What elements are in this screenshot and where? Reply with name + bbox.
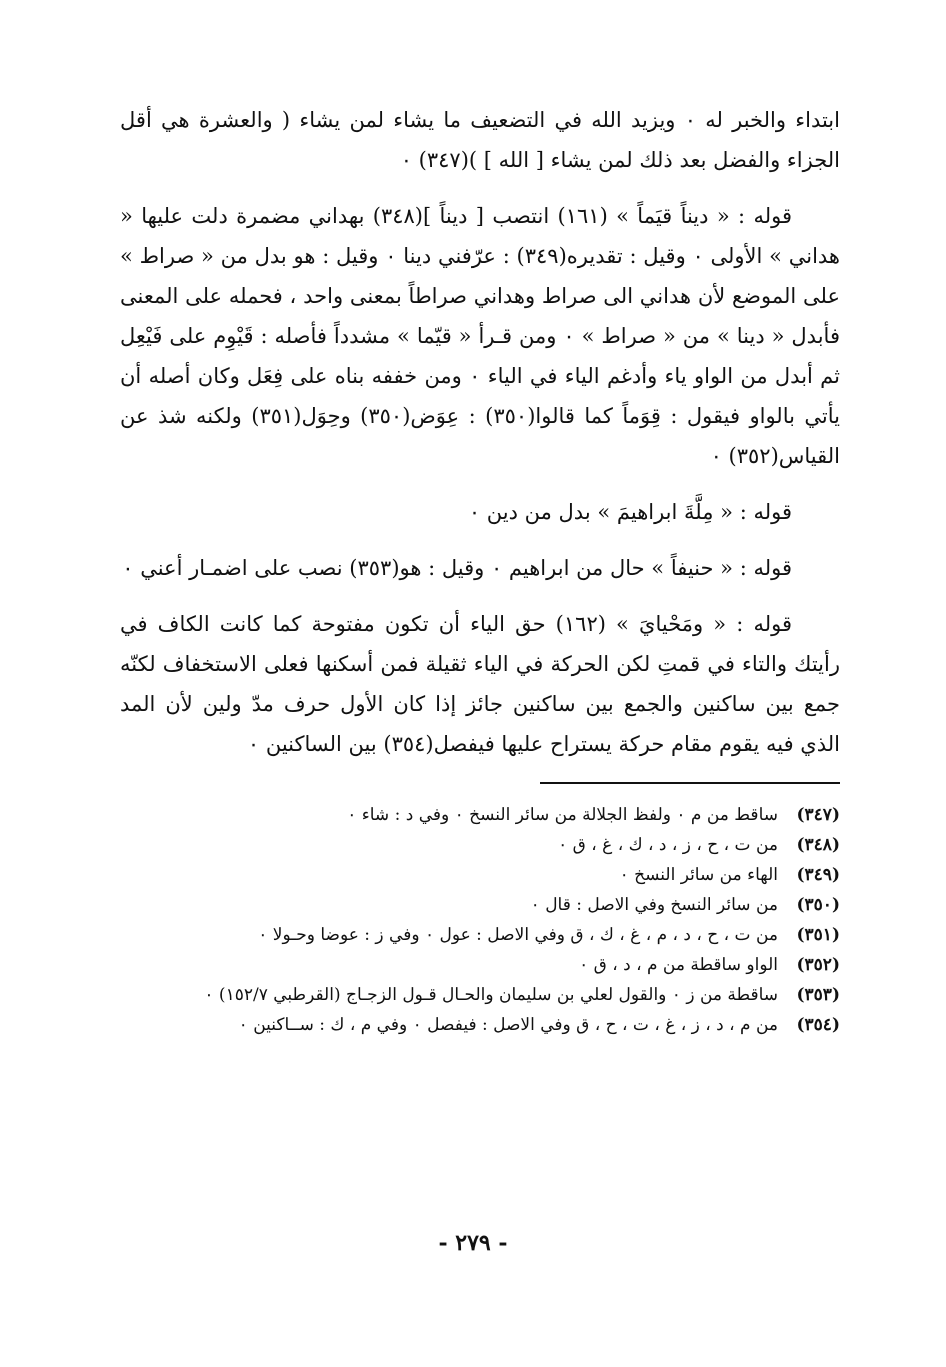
footnote-number: (٣٥٠) — [796, 895, 840, 915]
footnote-text: من م ، د ، ز ، غ ، ت ، ح ، ق وفي الاصل : فيفصل ٠ وفي م ، ك : ســاكنين ٠ — [238, 1015, 778, 1035]
footnote — [120, 1010, 840, 1040]
footnote-number: (٣٥٢) — [796, 955, 840, 975]
footnote-number: (٣٤٧) — [796, 805, 840, 825]
footnote-divider — [540, 782, 840, 784]
footnote — [120, 800, 840, 830]
footnote-number: (٣٤٨) — [796, 835, 840, 855]
footnotes — [120, 800, 840, 1040]
footnote-text: الواو ساقطة من م ، د ، ق ٠ — [579, 955, 778, 975]
footnote-text: الهاء من سائر النسخ ٠ — [619, 865, 778, 885]
paragraph-3: قوله : « مِلَّةَ ابراهيمَ » بدل من دين ٠ — [468, 500, 792, 524]
page-number: - ٢٧٩ - — [438, 1230, 508, 1256]
footnote — [120, 890, 840, 920]
footnote-text: ساقطة من ز ٠ والقول لعلي بن سليمان والحـال قـول الزجـاج (القرطبي ١٥٢/٧) ٠ — [204, 985, 778, 1005]
footnote — [120, 830, 840, 860]
footnote-text: من سائر النسخ وفي الاصل : قال ٠ — [530, 895, 778, 915]
footnote-number: (٣٥٣) — [796, 985, 840, 1005]
footnote-text: ساقط من م ٠ ولفظ الجلالة من سائر النسخ ٠ وفي د : شاء ٠ — [347, 805, 778, 825]
footnote-number: (٣٤٩) — [796, 865, 840, 885]
footnote — [120, 980, 840, 1010]
footnote-text: من ت ، ح ، د ، م ، غ ، ك ، ق وفي الاصل : عول ٠ وفي ز : عوضا وحـولا ٠ — [258, 925, 778, 945]
footnote — [120, 950, 840, 980]
footnote-number: (٣٥٤) — [796, 1015, 840, 1035]
paragraph-4: قوله : « حنيفاً » حال من ابراهيم ٠ وقيل : هو(٣٥٣) نصب على اضمـار أعني ٠ — [122, 556, 792, 580]
footnote-number: (٣٥١) — [796, 925, 840, 945]
page-body — [120, 100, 840, 1040]
paragraph-5: قوله : « ومَحْيايَ » (١٦٢) حق الياء أن تكون مفتوحة كما كانت الكاف في رأيتك والتاء في قمتِ لكن الحركة في الياء ثقيلة فمن أسكنها فعلى الاستخفاف لكنّه جمع بين ساكنين والجمع بين ساكنين جائز إذا كان الأول حرف مدّ ولين لأن المد الذي فيه يقوم مقام حركة يستراح عليها فيفصل(٣٥٤) بين الساكنين ٠ — [120, 612, 840, 756]
footnote — [120, 920, 840, 950]
paragraph-1: ابتداء والخبر له ٠ ويزيد الله في التضعيف ما يشاء لمن يشاء ( والعشرة هي أقل الجزاء والفضل بعد ذلك لمن يشاء [ الله ] )(٣٤٧) ٠ — [120, 108, 840, 172]
paragraph-2: قوله : « ديناً قيَماً » (١٦١) انتصب [ ديناً ](٣٤٨) بهداني مضمرة دلت عليها « هداني » الأولى ٠ وقيل : تقديره(٣٤٩) : عرّفني دينا ٠ وقيل : هو بدل من « صراط » على الموضع لأن هداني الى صراط وهداني صراطاً بمعنى واحد ، فحمله على المعنى فأبدل « دينا » من « صراط » ٠ ومن قـرأ « قيّما » مشدداً فأصله : قَيْوِم على فَيْعِل ثم أبدل من الواو ياء وأدغم الياء في الياء ٠ ومن خففه بناه على فِعَل وكان أصله أن يأتي بالواو فيقول : قِوَماً كما قالوا(٣٥٠) : عِوَض(٣٥٠) وحِوَل(٣٥١) ولكنه شذ عن القياس(٣٥٢) ٠ — [120, 204, 841, 468]
footnote-text: من ت ، ح ، ز ، د ، ك ، غ ، ق ٠ — [558, 835, 778, 855]
footnote — [120, 860, 840, 890]
